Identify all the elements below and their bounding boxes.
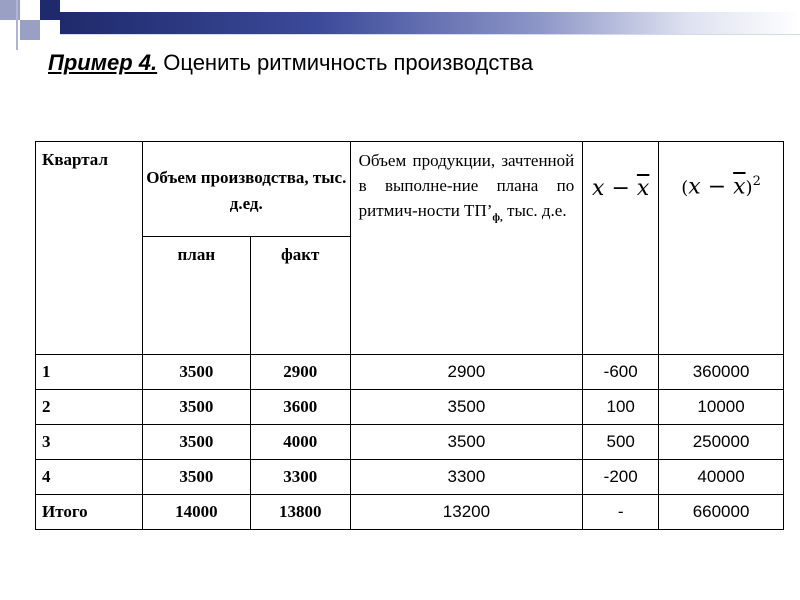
header-credited-volume [350,142,583,355]
header-rule [0,34,800,35]
cell-quarter: 3 [36,425,143,460]
header-volume: Объем производства, тыс. д.ед. [142,142,350,237]
header-fact: факт [250,237,350,355]
sq-open: ( [681,177,689,199]
table-row [36,355,784,390]
header-gradient-bar [60,12,800,34]
table-row-total [36,495,784,530]
cell-fact: 4000 [250,425,350,460]
slide-title [48,50,533,76]
header-credited-tail: тыс. д.е. [502,201,567,220]
cell-deviation: - [583,495,659,530]
cell-plan: 3500 [142,390,250,425]
cell-squared: 10000 [659,390,784,425]
cell-credited: 3500 [350,390,583,425]
decor-square [40,0,60,20]
decor-square [20,0,40,20]
cell-plan: 3500 [142,460,250,495]
decor-vertical-line [16,0,18,50]
cell-fact: 3600 [250,390,350,425]
header-credited-sub: ф, [492,211,503,224]
dev-minus: − [604,176,637,201]
header-deviation [583,142,659,355]
cell-plan: 3500 [142,355,250,390]
cell-fact: 2900 [250,355,350,390]
cell-squared: 250000 [659,425,784,460]
cell-fact: 3300 [250,460,350,495]
sq-close: ) [745,177,753,199]
cell-deviation: -600 [583,355,659,390]
sq-xbar: $\overline{x}$ [733,174,746,200]
header-credited-main: Объем продукции, зачтенной в выполне-ние плана по ритмич-ности ТП’ [358,151,575,220]
header-quarter: Квартал [36,142,143,355]
cell-quarter: 1 [36,355,143,390]
table-row [36,460,784,495]
cell-plan: 3500 [142,425,250,460]
sq-x: x [688,174,701,200]
header-squared-deviation [659,142,784,355]
cell-deviation: 100 [583,390,659,425]
cell-credited: 3300 [350,460,583,495]
cell-squared: 660000 [659,495,784,530]
rhythm-table [35,141,784,530]
cell-credited: 3500 [350,425,583,460]
cell-credited: 13200 [350,495,583,530]
header-row [36,142,784,237]
table-row [36,425,784,460]
cell-fact: 13800 [250,495,350,530]
cell-plan: 14000 [142,495,250,530]
sq-power: 2 [752,174,761,189]
cell-quarter: 4 [36,460,143,495]
example-label: Пример 4. [48,50,158,75]
cell-deviation: 500 [583,425,659,460]
cell-squared: 40000 [659,460,784,495]
table-row [36,390,784,425]
cell-quarter: 2 [36,390,143,425]
cell-quarter: Итого [36,495,143,530]
header-plan: план [142,237,250,355]
dev-x: x [592,176,605,201]
dev-xbar: $\overline{x}$ [636,176,650,201]
cell-squared: 360000 [659,355,784,390]
title-text: Оценить ритмичность производства [157,50,534,75]
cell-deviation: -200 [583,460,659,495]
decor-square [20,20,40,40]
decor-square [40,20,60,40]
sq-minus: − [700,174,734,200]
cell-credited: 2900 [350,355,583,390]
